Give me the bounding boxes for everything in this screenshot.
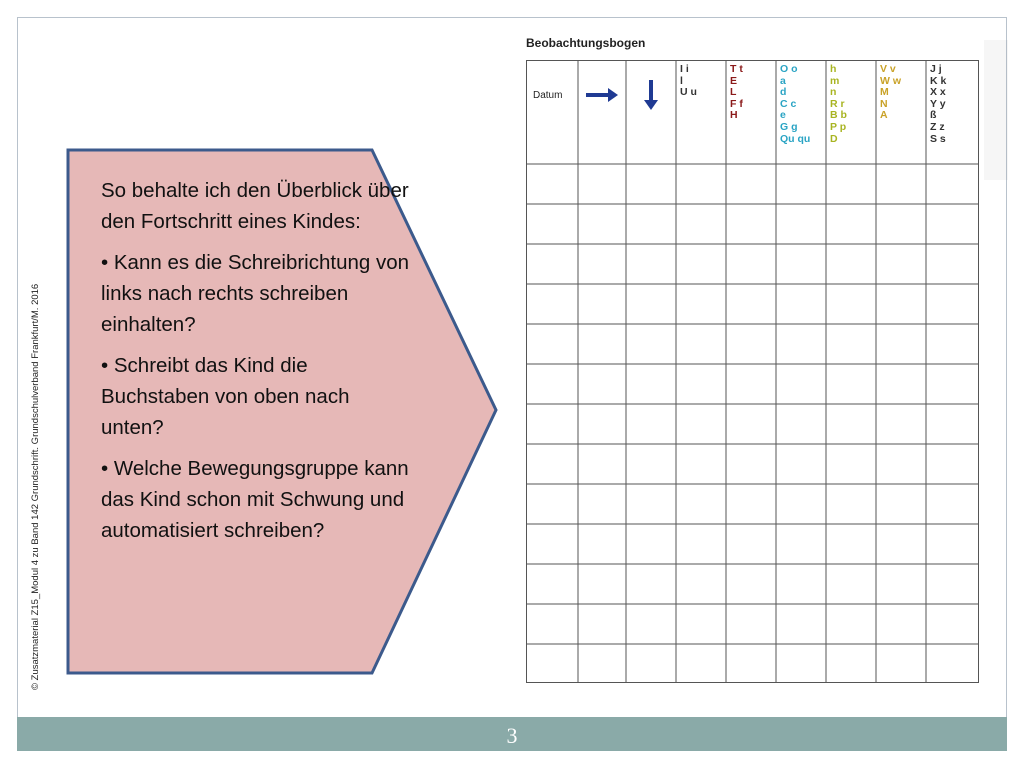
letter-line: l	[680, 74, 683, 87]
letter-line: E	[730, 74, 738, 87]
frame-left-line	[17, 17, 18, 717]
letter-line: N	[880, 97, 888, 110]
letter-group-6	[930, 64, 946, 145]
callout-bullet: • Schreibt das Kind die Buchstaben von oben nach unten?	[101, 354, 350, 439]
letter-group-1	[680, 64, 697, 99]
date-column-label: Datum	[533, 90, 563, 101]
letter-line: G g	[780, 120, 798, 133]
letter-line: P p	[830, 120, 847, 133]
letter-line: T t	[730, 63, 743, 75]
arrow-down-icon	[644, 80, 658, 110]
callout-intro: So behalte ich den Überblick über den Fortschritt eines Kindes:	[101, 179, 409, 233]
letter-line: U u	[680, 86, 697, 99]
letter-line: Z z	[930, 120, 945, 133]
letter-line: M	[880, 86, 889, 99]
callout-bullet: • Kann es die Schreibrichtung von links nach rechts schreiben einhalten?	[101, 251, 410, 336]
letter-line: B b	[830, 109, 847, 122]
letter-line: e	[780, 109, 786, 122]
letter-line: I i	[680, 63, 689, 75]
letter-line: X x	[930, 86, 946, 99]
sheet-title: Beobachtungsbogen	[526, 36, 646, 50]
letter-line: a	[780, 74, 786, 87]
letter-group-2	[730, 64, 743, 122]
letter-line: J j	[930, 63, 942, 75]
footer-bar	[17, 717, 1007, 751]
faded-background-mark	[984, 40, 1008, 180]
letter-line: ß	[930, 109, 937, 122]
observation-grid	[526, 60, 979, 683]
letter-group-3	[780, 64, 810, 145]
letter-line: H	[730, 109, 738, 122]
letter-line: V v	[880, 63, 896, 75]
letter-line: R r	[830, 97, 845, 110]
letter-group-5	[880, 64, 901, 122]
copyright-notice: © Zusatzmaterial Z15_Modul 4 zu Band 142 Grundschrift. Grundschulverband Frankfurt/M. 2016	[30, 283, 41, 690]
letter-group-4	[830, 64, 847, 145]
callout-text	[101, 175, 411, 556]
frame-top-line	[17, 17, 1007, 18]
letter-line: C c	[780, 97, 797, 110]
letter-line: Y y	[930, 97, 946, 110]
letter-line: L	[730, 86, 737, 99]
letter-line: O o	[780, 63, 798, 75]
letter-line: W w	[880, 74, 901, 87]
letter-line: A	[880, 109, 888, 122]
letter-line: n	[830, 86, 837, 99]
letter-line: h	[830, 63, 837, 75]
letter-line: Qu qu	[780, 132, 811, 145]
letter-line: d	[780, 86, 787, 99]
letter-line: S s	[930, 132, 946, 145]
letter-line: K k	[930, 74, 947, 87]
arrow-right-icon	[586, 88, 618, 102]
letter-line: D	[830, 132, 838, 145]
callout-bullet: • Welche Bewegungsgruppe kann das Kind schon mit Schwung und automatisiert schreiben?	[101, 457, 409, 542]
page-number: 3	[506, 723, 518, 748]
letter-line: m	[830, 74, 840, 87]
letter-line: F f	[730, 97, 743, 110]
